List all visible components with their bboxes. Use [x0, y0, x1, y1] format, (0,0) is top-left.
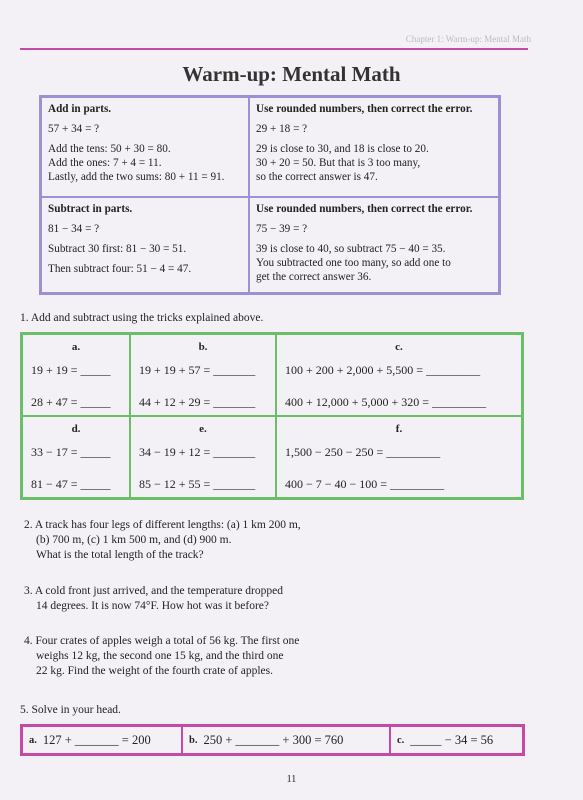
- problem-text[interactable]: 44 + 12 + 29 = _______: [139, 395, 256, 409]
- question-line: weighs 12 kg, the second one 15 kg, and the third one: [36, 650, 284, 662]
- problem-cell-e: [130, 416, 276, 498]
- question-line: 2. A track has four legs of different lengths: (a) 1 km 200 m,: [24, 519, 301, 531]
- problem-cell-d: [22, 416, 130, 498]
- cell-letter: d.: [71, 423, 81, 435]
- solve-cell-b[interactable]: [182, 726, 390, 754]
- tip-heading: Add in parts.: [48, 103, 112, 115]
- question-1-label: 1. Add and subtract using the tricks explained above.: [20, 312, 264, 324]
- question-line: What is the total length of the track?: [36, 549, 204, 561]
- problem-cell-a: [22, 334, 130, 416]
- tip-line: Then subtract four: 51 − 4 = 47.: [48, 263, 192, 275]
- page-number: 11: [286, 774, 297, 785]
- cell-letter: a.: [29, 734, 37, 746]
- cell-letter: f.: [395, 423, 403, 435]
- problem-text[interactable]: 81 − 47 = _____: [31, 477, 111, 491]
- question-3: [24, 584, 283, 614]
- problem-cell-b: [130, 334, 276, 416]
- question-line: 22 kg. Find the weight of the fourth crate of apples.: [36, 665, 273, 677]
- tip-rounded-add: [249, 97, 499, 197]
- tip-line: Add the ones: 7 + 4 = 11.: [48, 157, 162, 169]
- tip-line: 39 is close to 40, so subtract 75 − 40 = 35.: [256, 243, 446, 255]
- solve-cell-c[interactable]: [390, 726, 523, 754]
- cell-letter: b.: [189, 734, 198, 746]
- cell-letter: c.: [397, 734, 405, 746]
- problem-text[interactable]: 400 + 12,000 + 5,000 + 320 = _________: [285, 395, 487, 409]
- cell-letter: c.: [395, 341, 403, 353]
- question-1-grid: [20, 332, 524, 500]
- solve-cell-a[interactable]: [22, 726, 182, 754]
- question-line: 4. Four crates of apples weigh a total of 56 kg. The first one: [24, 635, 300, 647]
- header-rule: [20, 48, 528, 50]
- tip-add-in-parts: [41, 97, 249, 197]
- problem-text: 127 + _______ = 200: [42, 732, 151, 747]
- tip-line: Subtract 30 first: 81 − 30 = 51.: [48, 243, 187, 255]
- problem-text[interactable]: 34 − 19 + 12 = _______: [139, 445, 256, 459]
- question-line: 5. Solve in your head.: [20, 704, 121, 716]
- cell-letter: e.: [199, 423, 207, 435]
- problem-cell-f: [276, 416, 522, 498]
- problem-cell-c: [276, 334, 522, 416]
- question-line: 3. A cold front just arrived, and the temperature dropped: [24, 585, 283, 597]
- tip-heading: Use rounded numbers, then correct the error.: [256, 203, 473, 215]
- tip-line: You subtracted one too many, so add one to: [256, 257, 451, 269]
- tip-line: 29 is close to 30, and 18 is close to 20.: [256, 143, 429, 155]
- problem-text[interactable]: 19 + 19 + 57 = _______: [139, 363, 256, 377]
- tip-line: 75 − 39 = ?: [256, 223, 308, 235]
- tip-line: so the correct answer is 47.: [256, 171, 378, 183]
- question-5-grid: [20, 724, 525, 756]
- chapter-header: Chapter 1: Warm-up: Mental Math: [405, 34, 531, 44]
- problem-text[interactable]: 400 − 7 − 40 − 100 = _________: [285, 477, 445, 491]
- tip-line: get the correct answer 36.: [256, 271, 372, 283]
- problem-text[interactable]: 28 + 47 = _____: [31, 395, 111, 409]
- question-4: [24, 634, 299, 679]
- cell-letter: b.: [198, 341, 208, 353]
- tip-line: 81 − 34 = ?: [48, 223, 100, 235]
- tip-rounded-subtract: [249, 197, 499, 293]
- tip-line: 30 + 20 = 50. But that is 3 too many,: [256, 157, 421, 169]
- problem-text[interactable]: 85 − 12 + 55 = _______: [139, 477, 256, 491]
- question-2: [24, 518, 301, 563]
- problem-text: 250 + _______ + 300 = 760: [203, 732, 344, 747]
- tip-line: 29 + 18 = ?: [256, 123, 308, 135]
- page-title: Warm-up: Mental Math: [182, 62, 401, 86]
- problem-text[interactable]: 100 + 200 + 2,000 + 5,500 = _________: [285, 363, 481, 377]
- tip-line: 57 + 34 = ?: [48, 123, 100, 135]
- tips-box: [39, 95, 501, 295]
- problem-text: _____ − 34 = 56: [410, 732, 494, 747]
- tip-heading: Use rounded numbers, then correct the error.: [256, 103, 473, 115]
- problem-text[interactable]: 1,500 − 250 − 250 = _________: [285, 445, 441, 459]
- tip-heading: Subtract in parts.: [48, 203, 133, 215]
- tip-subtract-in-parts: [41, 197, 249, 293]
- tip-line: Add the tens: 50 + 30 = 80.: [48, 143, 171, 155]
- problem-text[interactable]: 33 − 17 = _____: [31, 445, 111, 459]
- problem-text[interactable]: 19 + 19 = _____: [31, 363, 111, 377]
- question-5-label: [20, 703, 121, 718]
- cell-letter: a.: [71, 341, 81, 353]
- tip-line: Lastly, add the two sums: 80 + 11 = 91.: [48, 171, 225, 183]
- question-line: 14 degrees. It is now 74°F. How hot was it before?: [36, 600, 269, 612]
- question-line: (b) 700 m, (c) 1 km 500 m, and (d) 900 m.: [36, 534, 232, 546]
